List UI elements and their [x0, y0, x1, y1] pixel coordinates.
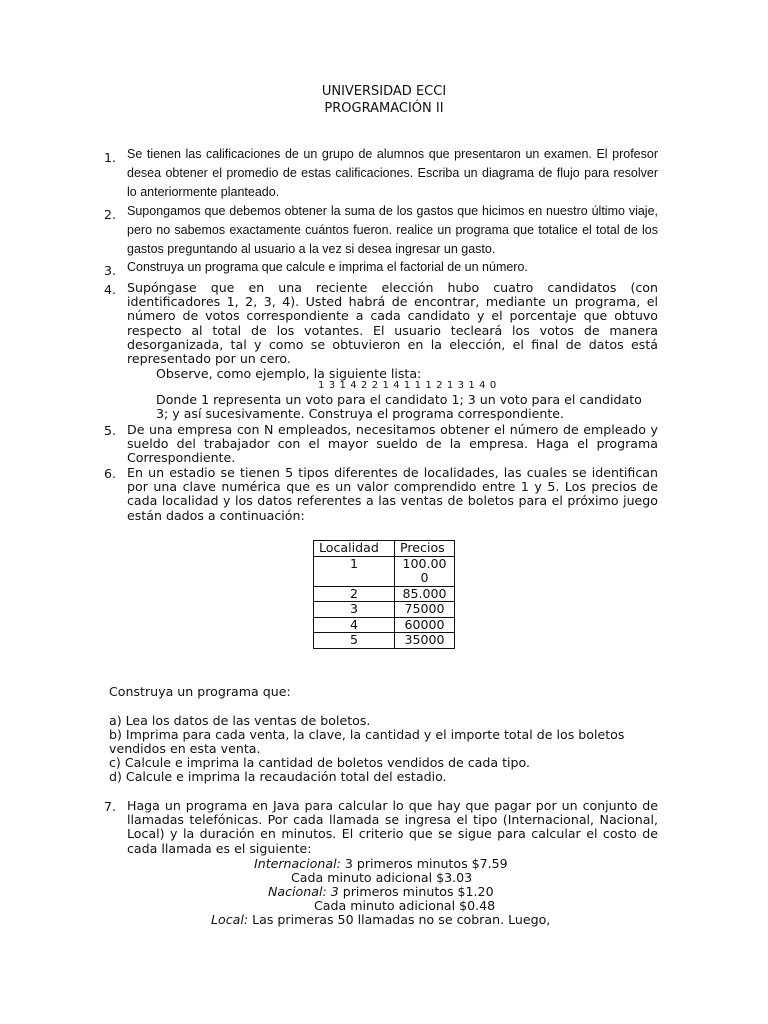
cell-localidad: 2 — [314, 586, 395, 602]
table-row — [314, 633, 455, 649]
locality-price-table — [313, 540, 455, 649]
cell-precio: 60000 — [395, 617, 455, 633]
header-precios: Precios — [395, 541, 455, 557]
q1-number: 1. — [104, 150, 117, 165]
table-row — [314, 556, 455, 586]
q4-donde-line1: Donde 1 representa un voto para el candidato 1; 3 un voto para el candidato — [156, 392, 642, 407]
cell-precio: 75000 — [395, 602, 455, 618]
rate-national-text: primeros minutos $1.20 — [338, 884, 494, 899]
rate-international-text: 3 primeros minutos $7.59 — [340, 856, 508, 871]
rate-international-label: Internacional: — [254, 856, 341, 871]
q7-text: Haga un programa en Java para calcular lo que hay que pagar por un conjunto de llamadas telefónicas. Por cada llamada se ingresa el tipo (Internacional, Nacional, Local) y la duración en minutos. El criterio que se sigue para calcular el costo de cada llamada es el siguiente: — [127, 798, 658, 856]
q6-text: En un estadio se tienen 5 tipos diferentes de localidades, las cuales se identifican por una clave numérica que es un valor comprendido entre 1 y 5. Los precios de cada localidad y los datos referentes a las ventas de boletos para el próximo juego están dados a continuación: — [127, 465, 658, 523]
cell-precio: 100.000 — [395, 556, 455, 586]
q6-number: 6. — [104, 466, 117, 481]
university-title: UNIVERSIDAD ECCI — [321, 84, 447, 99]
table-row — [314, 586, 455, 602]
requirement-b-line2: vendidos en esta venta. — [109, 741, 261, 756]
cell-localidad: 3 — [314, 602, 395, 618]
q4-donde-line2: 3; y así sucesivamente. Construya el programa correspondiente. — [156, 406, 565, 421]
q4-vote-list: 1 3 1 4 2 2 1 4 1 1 1 2 1 3 1 4 0 — [318, 380, 497, 391]
cell-localidad: 4 — [314, 617, 395, 633]
header-localidad: Localidad — [314, 541, 395, 557]
requirement-b-line1: b) Imprima para cada venta, la clave, la cantidad y el importe total de los boletos — [109, 727, 625, 742]
requirement-d: d) Calcule e imprima la recaudación total del estadio. — [109, 769, 447, 784]
q3-number: 3. — [104, 263, 117, 278]
cell-precio: 35000 — [395, 633, 455, 649]
rate-international — [254, 856, 508, 871]
q2-number: 2. — [104, 207, 117, 222]
cell-localidad: 1 — [314, 556, 395, 586]
q4-observe: Observe, como ejemplo, la siguiente lista: — [156, 366, 422, 381]
program-intro: Construya un programa que: — [109, 684, 291, 699]
q1-text: Se tienen las calificaciones de un grupo de alumnos que presentaron un examen. El profesor desea obtener el promedio de estas calificaciones. Escriba un diagrama de flujo para resolver lo anteriormente planteado. — [127, 147, 658, 199]
q3-text: Construya un programa que calcule e imprima el factorial de un número. — [127, 260, 528, 274]
q4-number: 4. — [104, 282, 117, 297]
requirement-c: c) Calcule e imprima la cantidad de boletos vendidos de cada tipo. — [109, 755, 531, 770]
q4-text: Supóngase que en una reciente elección hubo cuatro candidatos (con identificadores 1, 2, 3, 4). Usted habrá de encontrar, mediante un programa, el número de votos correspondiente a cada candidato y el porcentaje que obtuvo respecto al total de los votantes. El usuario tecleará los votos de manera desorganizada, tal y como se obtuvieron en la elección, el final de datos está representado por un cero. — [127, 280, 658, 367]
q5-number: 5. — [104, 423, 117, 438]
requirement-a: a) Lea los datos de las ventas de boletos. — [109, 713, 371, 728]
rate-local — [211, 912, 550, 927]
rate-local-text: Las primeras 50 llamadas no se cobran. Luego, — [248, 912, 551, 927]
cell-localidad: 5 — [314, 633, 395, 649]
course-title: PROGRAMACIÓN II — [324, 101, 444, 116]
table-header-row — [314, 541, 455, 557]
cell-precio: 85.000 — [395, 586, 455, 602]
rate-local-label: Local: — [211, 912, 249, 927]
rate-national-label: Nacional: 3 — [268, 884, 339, 899]
rate-national — [268, 884, 494, 899]
table-row — [314, 617, 455, 633]
q7-number: 7. — [104, 799, 117, 814]
rate-international-extra: Cada minuto adicional $3.03 — [291, 870, 473, 885]
rate-national-extra: Cada minuto adicional $0.48 — [314, 898, 496, 913]
q5-text: De una empresa con N empleados, necesitamos obtener el número de empleado y sueldo del trabajador con el mayor sueldo de la empresa. Haga el programa Correspondiente. — [127, 422, 658, 466]
q2-text: Supongamos que debemos obtener la suma de los gastos que hicimos en nuestro último viaje, pero no sabemos exactamente cuántos fueron. realice un programa que totalice el total de los gastos preguntando al usuario a la vez si desea ingresar un gasto. — [127, 204, 658, 256]
table-row — [314, 602, 455, 618]
